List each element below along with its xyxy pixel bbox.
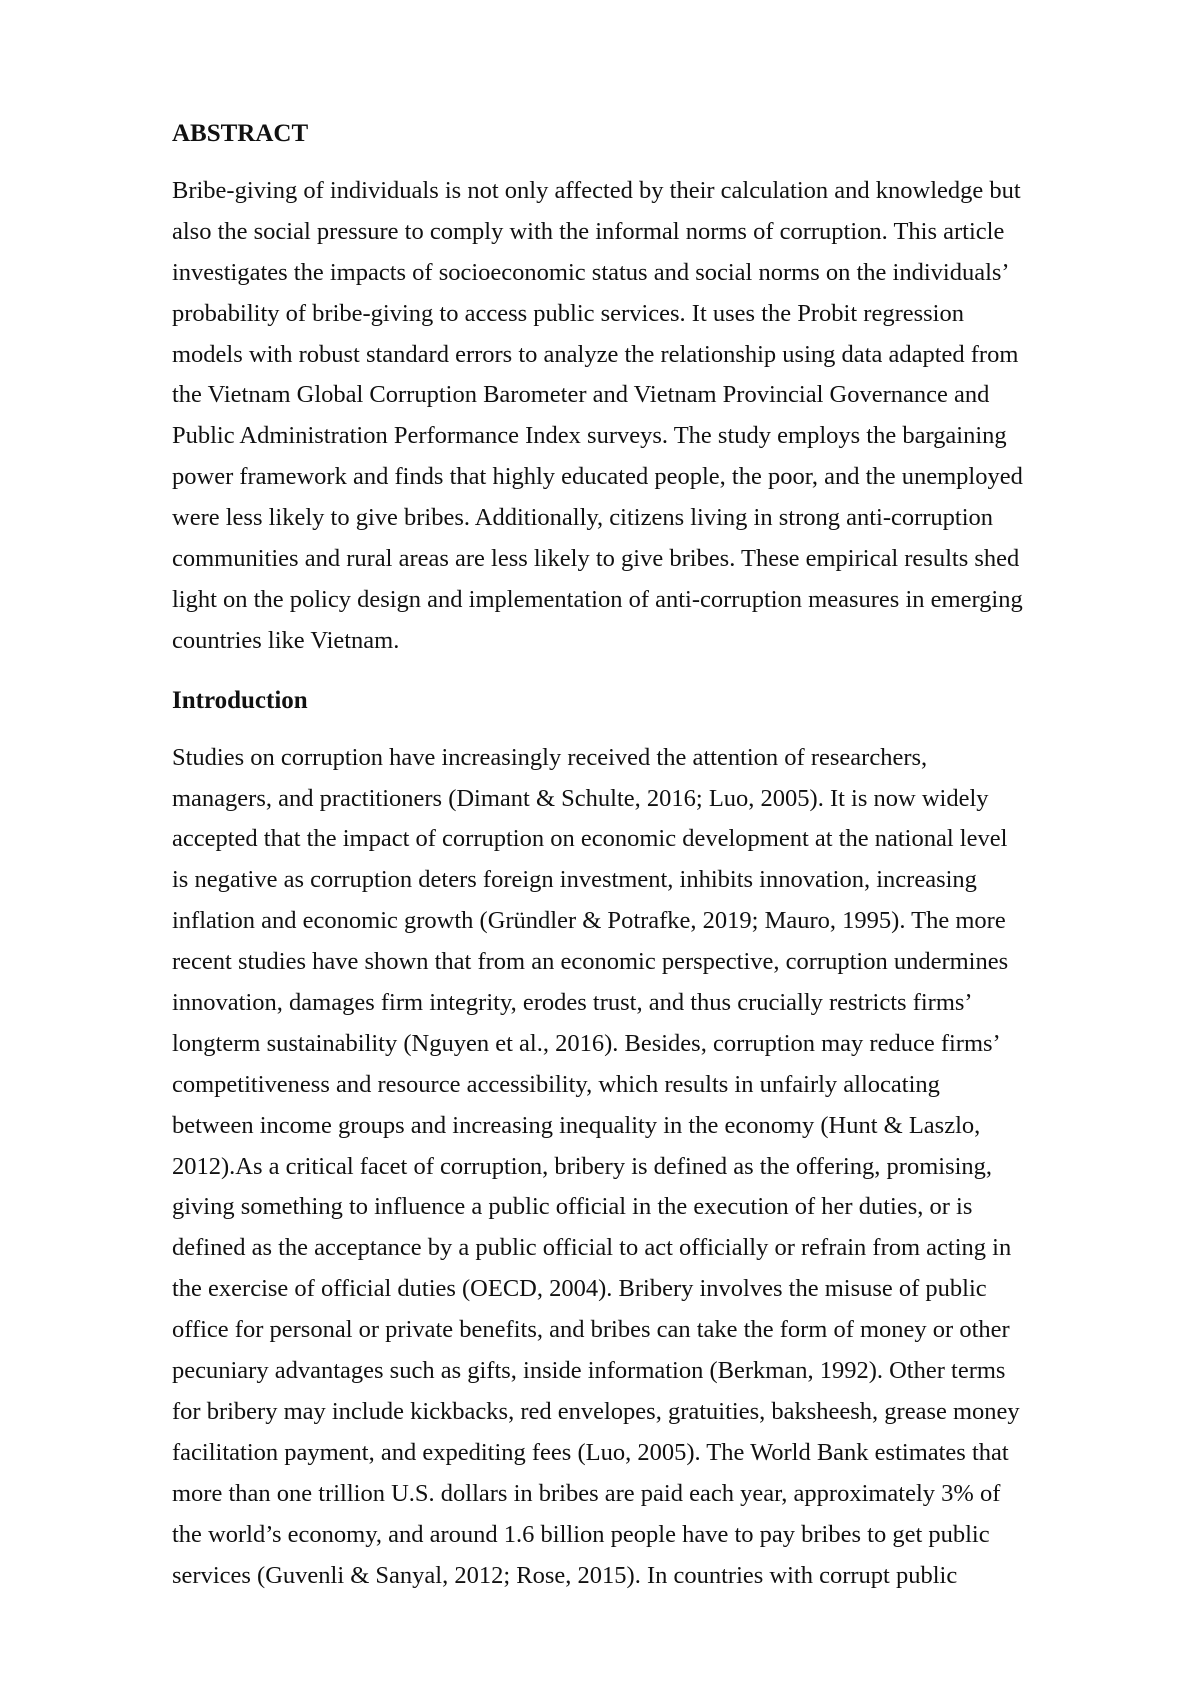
- introduction-line: managers, and practitioners (Dimant & Schulte, 2016; Luo, 2005). It is now widely: [172, 784, 989, 812]
- abstract-heading: ABSTRACT: [172, 120, 309, 147]
- abstract-line: Public Administration Performance Index surveys. The study employs the bargaining: [172, 422, 1007, 450]
- abstract-line: communities and rural areas are less likely to give bribes. These empirical results shed: [172, 545, 1020, 573]
- introduction-line: accepted that the impact of corruption on economic development at the national level: [172, 825, 1008, 853]
- abstract-body: [172, 171, 1092, 662]
- abstract-line: probability of bribe-giving to access public services. It uses the Probit regression: [172, 299, 964, 327]
- introduction-line: giving something to influence a public official in the execution of her duties, or is: [172, 1193, 973, 1221]
- abstract-line: light on the policy design and implementation of anti-corruption measures in emerging: [172, 585, 1023, 613]
- abstract-line: also the social pressure to comply with the informal norms of corruption. This article: [172, 217, 1005, 245]
- introduction-line: more than one trillion U.S. dollars in bribes are paid each year, approximately 3% of: [172, 1479, 1001, 1507]
- introduction-line: the world’s economy, and around 1.6 billion people have to pay bribes to get public: [172, 1520, 990, 1548]
- abstract-line: countries like Vietnam.: [172, 626, 400, 654]
- introduction-line: facilitation payment, and expediting fees (Luo, 2005). The World Bank estimates that: [172, 1438, 1009, 1466]
- abstract-line: the Vietnam Global Corruption Barometer and Vietnam Provincial Governance and: [172, 381, 990, 409]
- introduction-line: is negative as corruption deters foreign investment, inhibits innovation, increasing: [172, 866, 977, 894]
- introduction-line: inflation and economic growth (Gründler & Potrafke, 2019; Mauro, 1995). The more: [172, 907, 1006, 935]
- document-page: [172, 114, 1092, 1596]
- introduction-heading: Introduction: [172, 686, 308, 714]
- introduction-body: [172, 738, 1092, 1597]
- abstract-line: Bribe-giving of individuals is not only affected by their calculation and knowledge but: [172, 177, 1021, 204]
- introduction-line: pecuniary advantages such as gifts, inside information (Berkman, 1992). Other terms: [172, 1357, 1006, 1385]
- introduction-line: competitiveness and resource accessibility, which results in unfairly allocating: [172, 1070, 940, 1098]
- abstract-line: were less likely to give bribes. Additionally, citizens living in strong anti-corruption: [172, 504, 994, 532]
- introduction-line: between income groups and increasing inequality in the economy (Hunt & Laszlo,: [172, 1111, 981, 1139]
- introduction-line: office for personal or private benefits, and bribes can take the form of money or other: [172, 1316, 1010, 1344]
- abstract-line: power framework and finds that highly educated people, the poor, and the unemployed: [172, 463, 1023, 491]
- introduction-line: for bribery may include kickbacks, red envelopes, gratuities, baksheesh, grease money: [172, 1397, 1020, 1425]
- introduction-line: 2012).As a critical facet of corruption, bribery is defined as the offering, promising,: [172, 1152, 993, 1180]
- introduction-line: the exercise of official duties (OECD, 2004). Bribery involves the misuse of public: [172, 1275, 987, 1303]
- introduction-line: defined as the acceptance by a public official to act officially or refrain from acting in: [172, 1234, 1012, 1262]
- abstract-line: models with robust standard errors to analyze the relationship using data adapted from: [172, 340, 1019, 368]
- introduction-line: recent studies have shown that from an economic perspective, corruption undermines: [172, 948, 1009, 976]
- introduction-line: services (Guvenli & Sanyal, 2012; Rose, 2015). In countries with corrupt public: [172, 1561, 958, 1589]
- introduction-line: innovation, damages firm integrity, erodes trust, and thus crucially restricts firms’: [172, 989, 973, 1017]
- abstract-line: investigates the impacts of socioeconomic status and social norms on the individuals’: [172, 258, 1010, 286]
- introduction-line: Studies on corruption have increasingly received the attention of researchers,: [172, 743, 928, 771]
- introduction-line: longterm sustainability (Nguyen et al., 2016). Besides, corruption may reduce firms’: [172, 1029, 1001, 1057]
